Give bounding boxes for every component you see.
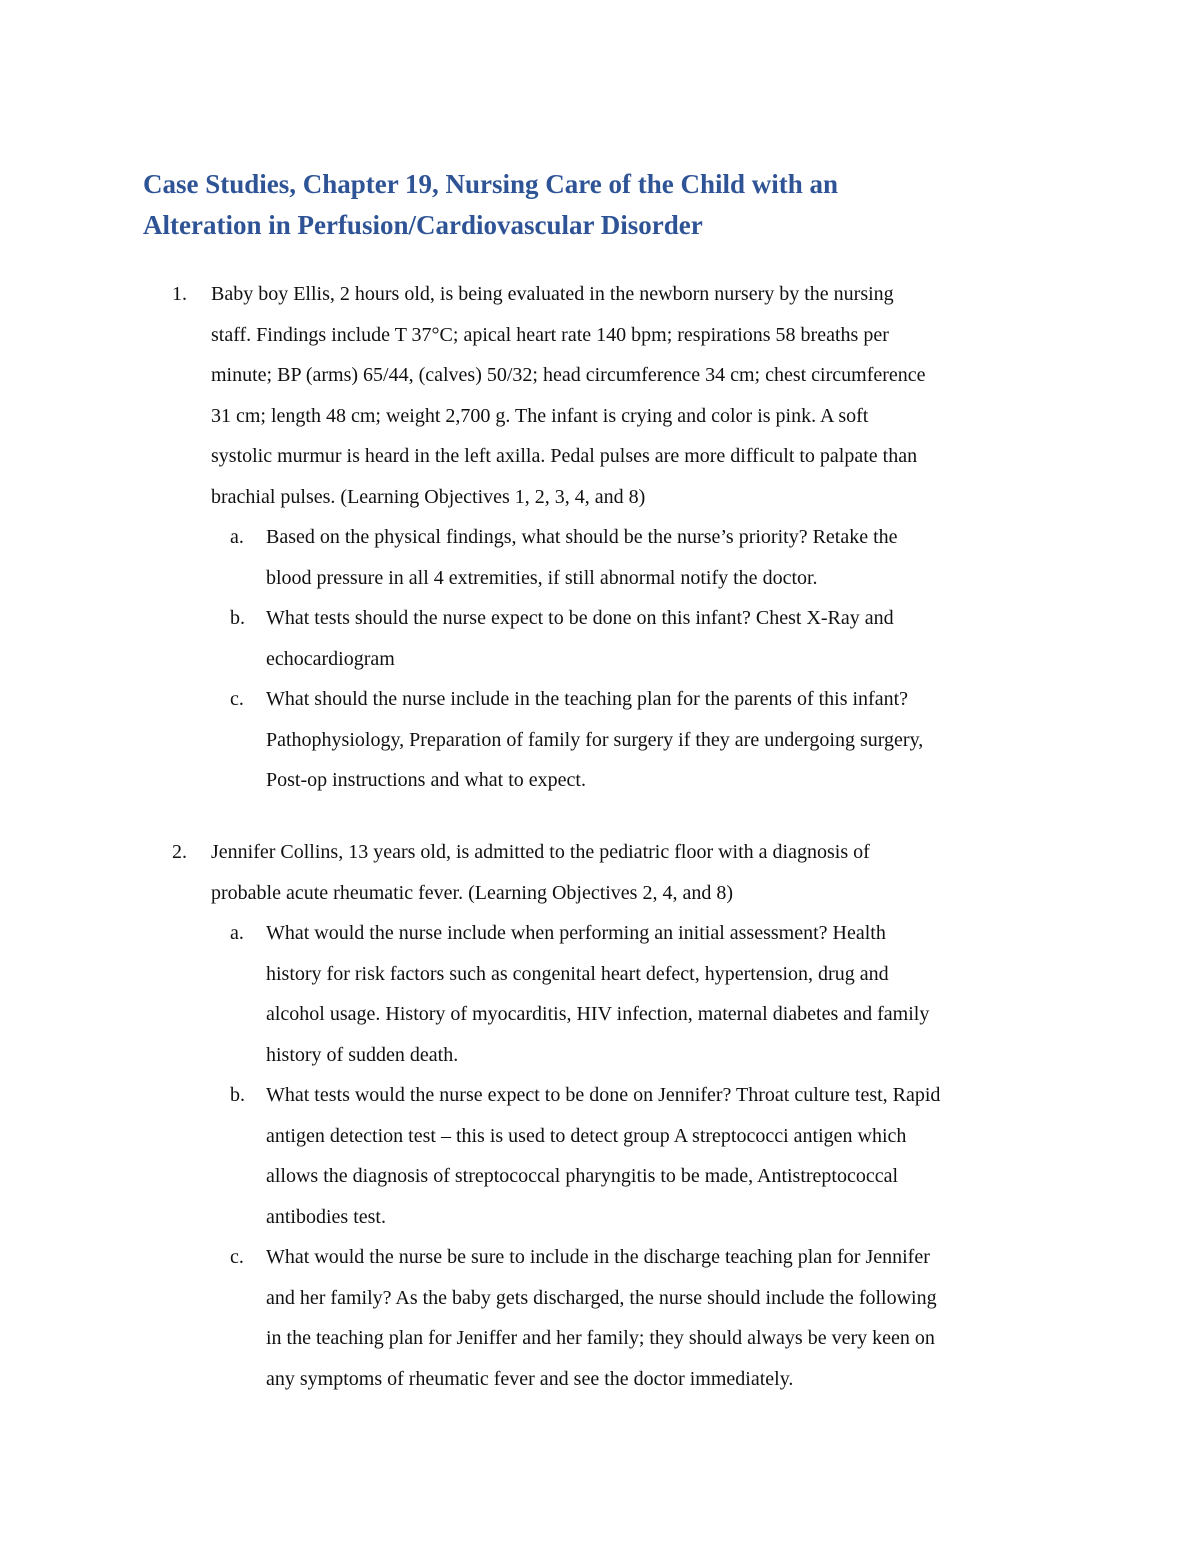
title-line-1: Case Studies, Chapter 19, Nursing Care of the Child with an bbox=[143, 169, 839, 199]
title-line-2: Alteration in Perfusion/Cardiovascular Disorder bbox=[143, 210, 703, 240]
subquestion-letter: b. bbox=[230, 1084, 245, 1106]
subquestion-line: in the teaching plan for Jeniffer and her family; they should always be very keen on bbox=[266, 1327, 935, 1349]
document-title bbox=[143, 164, 1063, 246]
subquestion-1a bbox=[211, 517, 1081, 598]
subquestion-line: Post-op instructions and what to expect. bbox=[266, 769, 586, 791]
subquestion-line: Based on the physical findings, what should be the nurse’s priority? Retake the bbox=[266, 526, 898, 548]
subquestion-1b bbox=[211, 598, 1081, 679]
question-line: brachial pulses. (Learning Objectives 1, 2, 3, 4, and 8) bbox=[211, 485, 646, 508]
question-line: Baby boy Ellis, 2 hours old, is being evaluated in the newborn nursery by the nursing bbox=[211, 283, 894, 305]
subquestion-line: alcohol usage. History of myocarditis, HIV infection, maternal diabetes and family bbox=[266, 1003, 930, 1025]
subquestion-line: What would the nurse be sure to include in the discharge teaching plan for Jennifer bbox=[266, 1246, 930, 1268]
question-line: 31 cm; length 48 cm; weight 2,700 g. The infant is crying and color is pink. A soft bbox=[211, 404, 869, 427]
subquestion-1c bbox=[211, 679, 1081, 801]
subquestion-line: allows the diagnosis of streptococcal pharyngitis to be made, Antistreptococcal bbox=[266, 1165, 899, 1187]
question-line: probable acute rheumatic fever. (Learning Objectives 2, 4, and 8) bbox=[211, 881, 734, 904]
subquestion-2c bbox=[211, 1237, 1081, 1399]
subquestion-letter: c. bbox=[230, 688, 244, 710]
question-1 bbox=[172, 274, 1081, 801]
subquestion-line: What tests should the nurse expect to be done on this infant? Chest X-Ray and bbox=[266, 607, 894, 629]
question-number: 1. bbox=[172, 283, 187, 305]
question-2 bbox=[172, 832, 1081, 1399]
subquestion-letter: a. bbox=[230, 922, 244, 944]
subquestion-line: What would the nurse include when performing an initial assessment? Health bbox=[266, 922, 886, 944]
subquestion-line: What should the nurse include in the teaching plan for the parents of this infant? bbox=[266, 688, 909, 710]
subquestion-line: antigen detection test – this is used to detect group A streptococci antigen which bbox=[266, 1124, 907, 1147]
question-line: Jennifer Collins, 13 years old, is admitted to the pediatric floor with a diagnosis of bbox=[211, 841, 870, 863]
question-line: staff. Findings include T 37°C; apical heart rate 140 bpm; respirations 58 breaths per bbox=[211, 323, 889, 346]
subquestion-line: history of sudden death. bbox=[266, 1043, 459, 1066]
subquestion-2a bbox=[211, 913, 1081, 1075]
subquestion-line: Pathophysiology, Preparation of family for surgery if they are undergoing surgery, bbox=[266, 728, 924, 751]
question-number: 2. bbox=[172, 841, 187, 863]
subquestion-line: and her family? As the baby gets discharged, the nurse should include the following bbox=[266, 1286, 937, 1309]
question-text bbox=[211, 832, 1081, 913]
question-line: systolic murmur is heard in the left axilla. Pedal pulses are more difficult to palpate than bbox=[211, 445, 918, 467]
subquestion-letter: b. bbox=[230, 607, 245, 629]
subquestion-line: blood pressure in all 4 extremities, if still abnormal notify the doctor. bbox=[266, 566, 818, 589]
subquestion-line: history for risk factors such as congenital heart defect, hypertension, drug and bbox=[266, 962, 889, 985]
subquestion-line: What tests would the nurse expect to be done on Jennifer? Throat culture test, Rapid bbox=[266, 1084, 941, 1106]
question-line: minute; BP (arms) 65/44, (calves) 50/32; head circumference 34 cm; chest circumference bbox=[211, 364, 926, 386]
subquestion-line: echocardiogram bbox=[266, 647, 395, 670]
subquestion-2b bbox=[211, 1075, 1081, 1237]
subquestion-letter: c. bbox=[230, 1246, 244, 1268]
subquestion-line: any symptoms of rheumatic fever and see the doctor immediately. bbox=[266, 1367, 794, 1390]
subquestion-letter: a. bbox=[230, 526, 244, 548]
subquestion-line: antibodies test. bbox=[266, 1205, 386, 1228]
question-text bbox=[211, 274, 1081, 517]
